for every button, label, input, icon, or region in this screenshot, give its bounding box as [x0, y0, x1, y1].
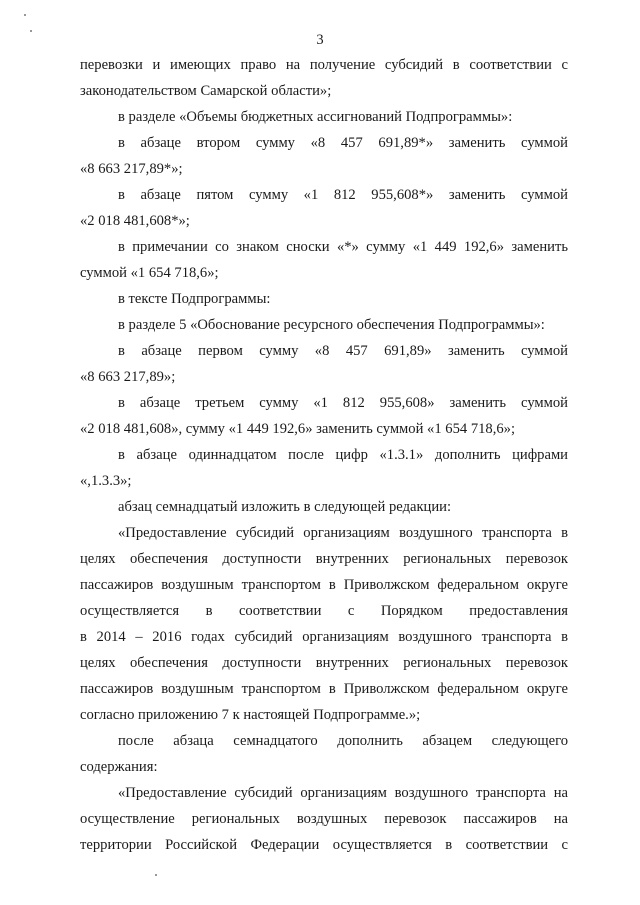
text-line: согласно приложению 7 к настоящей Подпрограмме.»;	[80, 707, 421, 723]
scan-speck	[155, 874, 157, 876]
document-body	[80, 52, 568, 858]
text-line: в разделе 5 «Обоснование ресурсного обеспечения Подпрограммы»:	[118, 317, 545, 333]
text-line: в разделе «Объемы бюджетных ассигнований Подпрограммы»:	[118, 109, 513, 125]
scan-speck	[30, 30, 32, 32]
text-line: «8 663 217,89»;	[80, 369, 176, 385]
text-line: в абзаце пятом сумму «1 812 955,608*» заменить суммой	[118, 187, 568, 203]
text-line: в тексте Подпрограммы:	[118, 291, 271, 307]
text-line: «2 018 481,608», сумму «1 449 192,6» заменить суммой «1 654 718,6»;	[80, 421, 516, 437]
text-line: пассажиров воздушным транспортом в Приволжском федеральном округе	[80, 681, 568, 697]
text-line: целях обеспечения доступности внутренних региональных перевозок	[80, 655, 568, 671]
text-line: законодательством Самарской области»;	[80, 83, 332, 99]
page-number: 3	[316, 32, 324, 48]
text-line: в абзаце втором сумму «8 457 691,89*» заменить суммой	[118, 135, 568, 151]
scan-speck	[24, 14, 26, 16]
text-line: абзац семнадцатый изложить в следующей редакции:	[118, 499, 452, 515]
text-line: «8 663 217,89*»;	[80, 161, 183, 177]
text-line: пассажиров воздушным транспортом в Приволжском федеральном округе	[80, 577, 568, 593]
text-line: в абзаце третьем сумму «1 812 955,608» заменить суммой	[118, 395, 568, 411]
text-line: содержания:	[80, 759, 158, 775]
text-line: в абзаце первом сумму «8 457 691,89» заменить суммой	[118, 343, 568, 359]
text-line: в абзаце одиннадцатом после цифр «1.3.1» дополнить цифрами	[118, 447, 568, 463]
text-line: территории Российской Федерации осуществляется в соответствии с	[80, 837, 568, 853]
text-line: в 2014 – 2016 годах субсидий организациям воздушного транспорта в	[80, 629, 568, 645]
text-line: «2 018 481,608*»;	[80, 213, 190, 229]
text-line: «,1.3.3»;	[80, 473, 132, 489]
text-line: «Предоставление субсидий организациям воздушного транспорта на	[118, 785, 568, 801]
text-line: целях обеспечения доступности внутренних региональных перевозок	[80, 551, 568, 567]
text-line: после абзаца семнадцатого дополнить абзацем следующего	[118, 733, 568, 749]
text-line: суммой «1 654 718,6»;	[80, 265, 219, 281]
text-line: перевозки и имеющих право на получение субсидий в соответствии с	[80, 57, 568, 73]
text-line: осуществляется в соответствии с Порядком предоставления	[80, 603, 568, 619]
text-line: осуществление региональных воздушных перевозок пассажиров на	[80, 811, 568, 827]
text-line: «Предоставление субсидий организациям воздушного транспорта в	[118, 525, 568, 541]
text-line: в примечании со знаком сноски «*» сумму «1 449 192,6» заменить	[118, 239, 568, 255]
